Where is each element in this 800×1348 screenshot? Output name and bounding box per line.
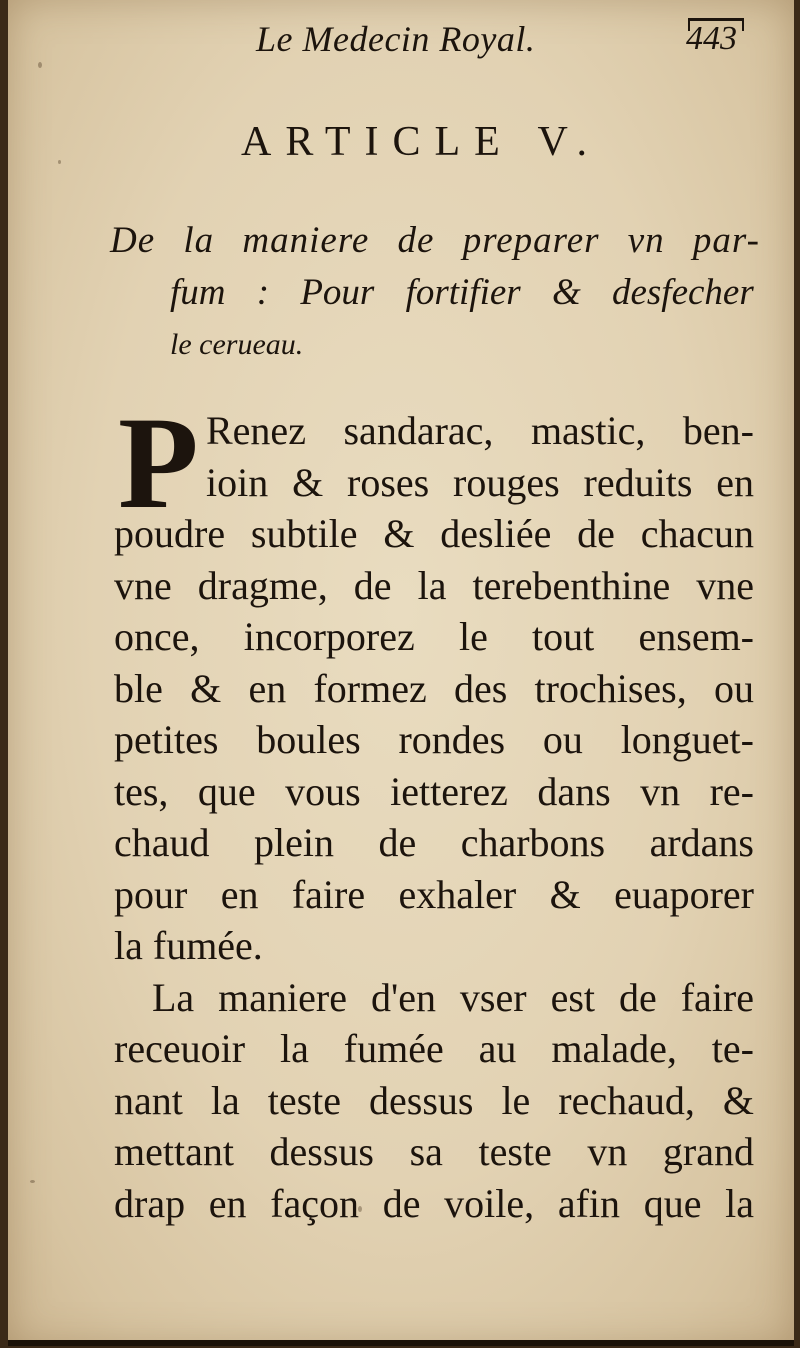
paragraph-line: tes, que vous ietterez dans vn re-	[114, 768, 754, 814]
body-text	[114, 389, 754, 1229]
paragraph-line: once, incorporez le tout ensem-	[114, 614, 754, 659]
subtitle-line: De la maniere de preparer vn par-	[110, 220, 760, 261]
page-number: 443	[686, 20, 737, 57]
paragraph-line: pour en faire exhaler & euaporer	[114, 871, 754, 917]
article-subtitle	[110, 215, 770, 371]
paragraph-line: vne dragme, de la terebenthine vne	[114, 562, 754, 608]
paragraph-line: ioin & roses rouges reduits en	[206, 459, 754, 505]
paragraph-line: nant la teste dessus le rechaud, &	[114, 1077, 754, 1123]
paragraph-line: petites boules rondes ou longuet-	[114, 717, 754, 762]
running-head-title: Le Medecin Royal.	[256, 19, 536, 59]
paper-speck	[30, 1180, 35, 1183]
running-head	[8, 16, 794, 66]
paragraph-line: poudre subtile & desliée de chacun	[114, 511, 754, 556]
paragraph-line: receuoir la fumée au malade, te-	[114, 1026, 754, 1071]
paper-speck	[38, 62, 42, 68]
paragraph-line: la fumée.	[114, 923, 263, 968]
book-page	[8, 0, 794, 1346]
paragraph-line: La maniere d'en vser est de faire	[152, 974, 754, 1020]
paper-speck	[358, 1206, 362, 1212]
drop-cap: P	[118, 389, 199, 536]
subtitle-line: fum : Pour fortifier & desfecher	[170, 272, 754, 313]
paragraph-line: ble & en formez des trochises, ou	[114, 665, 754, 711]
paragraph-line: Renez sandarac, mastic, ben-	[206, 408, 754, 453]
paragraph-line: chaud plein de charbons ardans	[114, 820, 754, 865]
paper-speck	[58, 160, 61, 164]
article-heading: ARTICLE V.	[241, 119, 601, 165]
subtitle-line: le cerueau.	[170, 328, 304, 361]
paragraph-line: mettant dessus sa teste vn grand	[114, 1129, 754, 1174]
paragraph-line: drap en façon de voile, afin que la	[114, 1180, 754, 1226]
